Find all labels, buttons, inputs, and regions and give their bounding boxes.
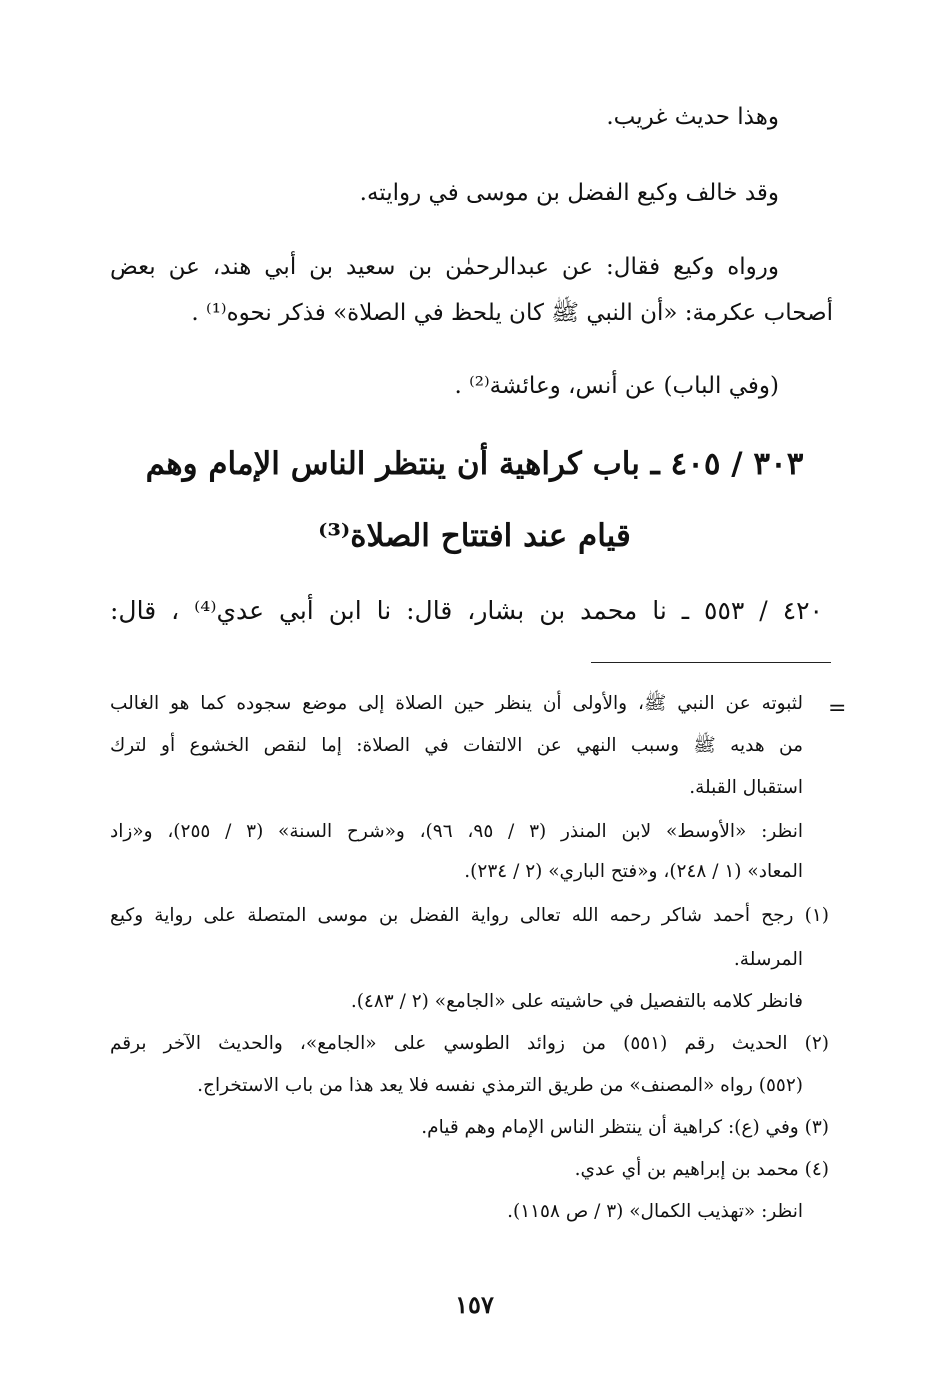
footnote-4: (٤) محمد بن إبراهيم بن أي عدي. bbox=[574, 1159, 829, 1180]
footnote-line: انظر: «تهذيب الكمال» (٣ / ص ١١٥٨). bbox=[507, 1201, 803, 1222]
page-number: ١٥٧ bbox=[455, 1290, 494, 1319]
text-line-4: أصحاب عكرمة: «أن النبي ﷺ كان يلحظ في الصلاة» فذكر نحوه⁽¹⁾ . bbox=[191, 300, 833, 326]
footnote-line: (٥٥٢) رواه «المصنف» من طريق الترمذي نفسه فلا يعد هذا من باب الاستخراج. bbox=[197, 1075, 803, 1096]
footnote-3: (٣) وفي (ع): كراهية أن ينتظر الناس الإمام وهم قيام. bbox=[421, 1117, 829, 1138]
footnote-line: المعاد» (١ / ٢٤٨)، و«فتح الباري» (٢ / ٢٣٤). bbox=[464, 861, 803, 882]
footnote-continuation-mark: = bbox=[828, 696, 847, 721]
footnote-line: انظر: «الأوسط» لابن المنذر (٣ / ٩٥، ٩٦)، و«شرح السنة» (٣ / ٢٥٥)، و«زاد bbox=[110, 821, 804, 842]
footnote-line: فانظر كلامه بالتفصيل في حاشيته على «الجامع» (٢ / ٤٨٣). bbox=[350, 991, 803, 1012]
text-line-2: وقد خالف وكيع الفضل بن موسى في روايته. bbox=[359, 180, 779, 206]
footnote-2: (٢) الحديث رقم (٥٥١) من زوائد الطوسي على «الجامع»، والحديث الآخر برقم bbox=[110, 1033, 829, 1054]
hadith-chain-line: ٤٢٠ / ٥٥٣ ـ نا محمد بن بشار، قال: نا ابن أبي عدي⁽⁴⁾ ، قال: bbox=[110, 596, 823, 625]
footnote-divider bbox=[591, 662, 831, 663]
chapter-heading-line-1: ٣٠٣ / ٤٠٥ ـ باب كراهية أن ينتظر الناس الإمام وهم bbox=[145, 446, 804, 482]
text-line-3: ورواه وكيع فقال: عن عبدالرحمٰن بن سعيد بن أبي هند، عن بعض bbox=[110, 254, 779, 280]
chapter-heading-line-2: قيام عند افتتاح الصلاة⁽³⁾ bbox=[318, 518, 631, 554]
footnote-line: استقبال القبلة. bbox=[689, 777, 803, 798]
footnote-line: لثبوته عن النبي ﷺ، والأولى أن ينظر حين الصلاة إلى موضع سجوده كما هو الغالب bbox=[110, 693, 803, 714]
footnote-line: المرسلة. bbox=[733, 949, 803, 970]
text-line-1: وهذا حديث غريب. bbox=[606, 104, 779, 130]
text-line-5: (وفي الباب) عن أنس، وعائشة⁽²⁾ . bbox=[454, 373, 779, 399]
footnote-1: (١) رجح أحمد شاكر رحمه الله تعالى رواية الفضل بن موسى المتصلة على رواية وكيع bbox=[110, 905, 829, 926]
footnote-line: من هديه ﷺ وسبب النهي عن الالتفات في الصلاة: إما لنقص الخشوع أو لترك bbox=[110, 735, 803, 756]
